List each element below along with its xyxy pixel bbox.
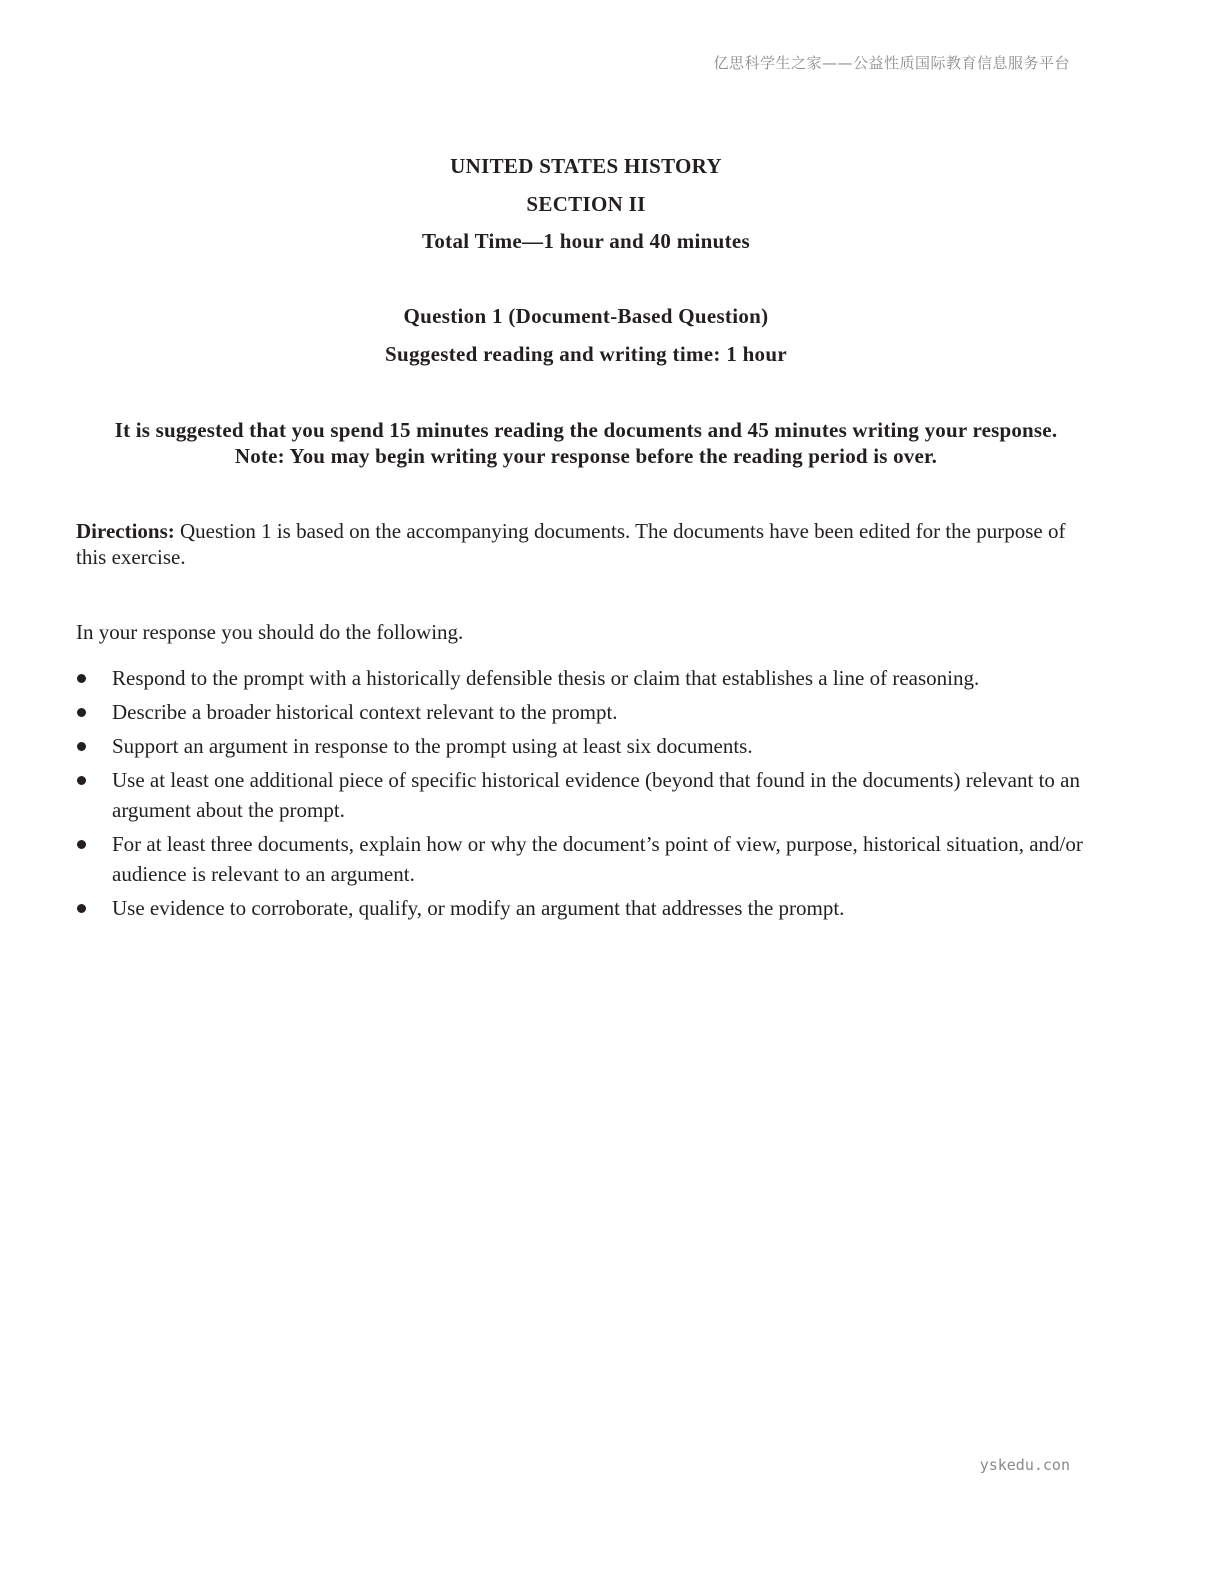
directions-paragraph xyxy=(76,518,1096,570)
timing-note-line-2: Note: You may begin writing your response before the reading period is over. xyxy=(234,444,938,468)
requirements-list xyxy=(76,663,1106,927)
watermark-header: 亿思科学生之家——公益性质国际教育信息服务平台 xyxy=(713,54,1070,72)
list-item xyxy=(76,731,1106,761)
timing-note-line-1: It is suggested that you spend 15 minutes reading the documents and 45 minutes writing your response. xyxy=(114,418,1058,442)
total-time: Total Time—1 hour and 40 minutes xyxy=(422,229,750,253)
bullet-icon xyxy=(77,840,86,849)
bullet-icon xyxy=(77,708,86,717)
bullet-icon xyxy=(77,904,86,913)
bullet-icon xyxy=(77,742,86,751)
section-heading: SECTION II xyxy=(526,192,646,216)
response-intro: In your response you should do the following. xyxy=(76,620,464,644)
list-item xyxy=(76,893,1106,923)
list-item-text: For at least three documents, explain how or why the document’s point of view, purpose, historical situation, and/or audience is relevant to an argument. xyxy=(112,832,1083,886)
list-item-text: Respond to the prompt with a historically defensible thesis or claim that establishes a line of reasoning. xyxy=(112,666,980,690)
list-item-text: Describe a broader historical context relevant to the prompt. xyxy=(112,700,618,724)
list-item-text: Support an argument in response to the prompt using at least six documents. xyxy=(112,734,753,758)
list-item xyxy=(76,829,1106,889)
exam-title: UNITED STATES HISTORY xyxy=(450,154,722,178)
bullet-icon xyxy=(77,674,86,683)
watermark-footer: yskedu.con xyxy=(979,1456,1070,1474)
bullet-icon xyxy=(77,776,86,785)
directions-text: Question 1 is based on the accompanying documents. The documents have been edited for the purpose of this exercise. xyxy=(76,519,1066,569)
timing-note xyxy=(0,417,1172,469)
list-item-text: Use evidence to corroborate, qualify, or modify an argument that addresses the prompt. xyxy=(112,896,845,920)
suggested-time: Suggested reading and writing time: 1 hour xyxy=(385,342,787,366)
directions-label: Directions: xyxy=(76,519,175,543)
list-item xyxy=(76,663,1106,693)
list-item xyxy=(76,765,1106,825)
list-item xyxy=(76,697,1106,727)
question-heading: Question 1 (Document-Based Question) xyxy=(403,304,769,328)
list-item-text: Use at least one additional piece of specific historical evidence (beyond that found in the documents) relevant to an argument about the prompt. xyxy=(112,768,1080,822)
